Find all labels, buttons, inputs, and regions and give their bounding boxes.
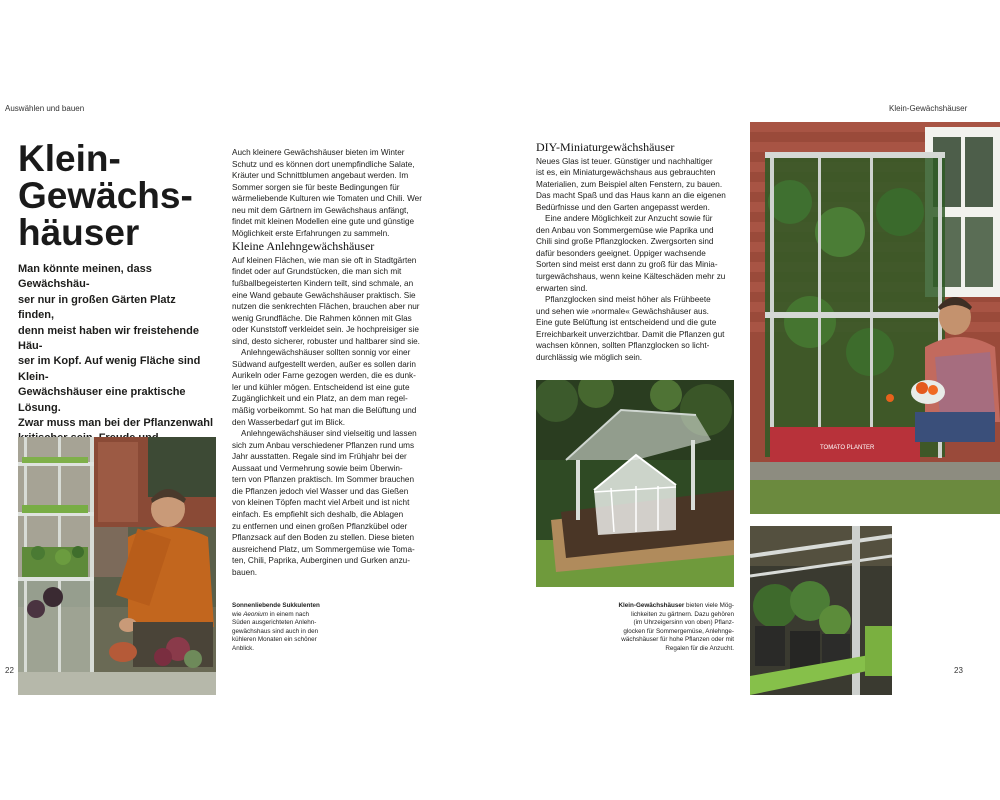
- text-line: findet mit kleinen Modellen eine gute und günstige: [232, 217, 415, 227]
- intro-line: Man könnte meinen, dass Gewächshäu-: [18, 263, 152, 291]
- paragraph: [232, 147, 430, 239]
- text-line: die Pflanzen jedoch viel Wasser und das Gießen: [232, 486, 409, 496]
- column-body-left: [232, 147, 430, 578]
- caption-line: lichkeiten zu gärtnern. Dazu gehören: [631, 610, 734, 618]
- intro-line: Zwar muss man bei der Pflanzenwahl: [18, 417, 213, 430]
- page-number-right: 23: [954, 666, 963, 675]
- caption-line: [600, 602, 734, 611]
- running-head-right: Klein-Gewächshäuser: [889, 104, 968, 113]
- text-line: dafür besonders geeignet. Üppiger wachsende: [536, 248, 706, 258]
- title-line: Gewächs-: [18, 175, 193, 216]
- paragraph: [232, 255, 430, 347]
- section-heading-lean-to: Kleine Anlehngewächshäuser: [232, 239, 375, 254]
- caption-text: in einem nach: [268, 610, 310, 618]
- text-line: eine Wand gebaute Gewächshäuser praktisch. Sie: [232, 290, 416, 300]
- text-line: ist es, ein Miniaturgewächshaus aus gebrauchten: [536, 168, 716, 178]
- caption-text: bieten viele Mög-: [684, 602, 734, 609]
- caption-line: (im Uhrzeigersinn von oben) Pflanz-: [633, 619, 734, 627]
- paragraph: [232, 347, 430, 428]
- text-line: nutzen die senkrechten Flächen, brauchen aber nur: [232, 302, 420, 312]
- text-line: und sehen wie »normale« Gewächshäuser aus.: [536, 306, 709, 316]
- text-line: Das macht Spaß und das Haus kann an die eigenen: [536, 191, 726, 201]
- page-number-left: 22: [5, 666, 14, 675]
- text-line: Pflanzsack auf den Boden zu stellen. Diese bieten: [232, 533, 415, 543]
- text-line: Anlehngewächshäuser sind vielseitig und lassen: [241, 429, 417, 439]
- text-line: zu entfernen und einen großen Pflanzkübel oder: [232, 521, 408, 531]
- caption-italic-term: Aeonium: [243, 610, 269, 618]
- text-line: durchlässig wie möglich sein.: [536, 352, 643, 362]
- text-line: ten, Chili, Paprika, Auberginen und Gurken anzu-: [232, 556, 410, 566]
- text-line: Südwand aufgestellt werden, außer es sollen darin: [232, 359, 416, 369]
- paragraph: [536, 156, 736, 214]
- intro-line: ser nur in großen Gärten Platz finden,: [18, 293, 176, 322]
- text-line: Eine andere Möglichkeit zur Anzucht sowie für: [545, 214, 713, 224]
- text-line: Sommer sorgen sie für beste Bedingungen für: [232, 182, 400, 192]
- text-line: tern von Pflanzen praktisch. Im Sommer brauchen: [232, 475, 415, 485]
- text-line: wenig Grundfläche. Die Rahmen können mit Glas: [232, 313, 412, 323]
- intro-line: ser im Kopf. Auf wenig Fläche sind Klein-: [18, 355, 201, 383]
- text-line: Kräuter und Schnittblumen angebaut werden. Im: [232, 171, 409, 181]
- text-line: erwarten sind.: [536, 283, 588, 293]
- text-line: Sorten sind meist erst dann zu groß für das Minia-: [536, 260, 718, 270]
- text-line: wachsen können, sollten Pflanzglocken so licht-: [536, 341, 710, 351]
- caption-text: wie: [232, 610, 244, 618]
- text-line: Jahr ausstatten. Regale sind im Frühjahr bei der: [232, 452, 407, 462]
- text-line: einfach. Es empfiehlt sich deshalb, die Ablagen: [232, 509, 404, 519]
- running-head-left: Auswählen und bauen: [5, 104, 85, 113]
- intro-line: denn meist haben wir freistehende Häu-: [18, 324, 199, 353]
- caption-bold: Klein-Gewächshäuser: [618, 602, 685, 609]
- text-line: findet oder auf Grundstücken, die man sich mit: [232, 267, 402, 277]
- caption-line: kühleren Monaten ein schöner: [232, 636, 317, 644]
- section-heading-diy: DIY-Miniaturgewächshäuser: [536, 140, 675, 154]
- planter-label: TOMATO PLANTER: [820, 445, 875, 451]
- caption-line: Regalen für die Anzucht.: [665, 644, 734, 652]
- text-line: Anlehngewächshäuser sollten sonnig vor einer: [241, 348, 411, 358]
- text-line: Aussaat und Vermehrung sowie beim Überwin-: [232, 463, 403, 473]
- text-line: sich zum Anbau verschiedener Pflanzen rund ums: [232, 440, 415, 450]
- text-line: Eine gute Belüftung ist entscheidend und die gute: [536, 318, 717, 328]
- text-line: Möglichkeit erste Erfahrungen zu sammeln.: [232, 228, 390, 238]
- text-line: von kleinen Töpfen macht viel Arbeit und ist nicht: [232, 498, 410, 508]
- text-line: fußballbegeisterten Kindern teilt, sind schmale, an: [232, 279, 414, 289]
- caption-bold: Sonnenliebende Sukkulenten: [232, 602, 320, 609]
- text-line: Chili sind große Pflanzglocken. Zwergsorten sind: [536, 237, 714, 247]
- text-line: Auch kleinere Gewächshäuser bieten im Winter: [232, 148, 405, 157]
- text-line: neu mit dem Gärtnern im Gewächshaus anfängt,: [232, 205, 409, 215]
- caption-line: gewächshaus sind auch in den: [232, 627, 319, 635]
- text-line: bauen.: [232, 567, 258, 577]
- paragraph: [232, 428, 430, 578]
- text-line: Erreichbarkeit unverzichtbar. Damit die Pflanzen gut: [536, 329, 725, 339]
- photo-cloches-raised-bed: [536, 380, 734, 587]
- text-line: ausreichend Platz, um Sommergemüse wie Toma-: [232, 544, 415, 554]
- photo-lean-to-greenhouse-succulents: [18, 437, 216, 695]
- text-line: den Anbau von Sommergemüse wie Paprika und: [536, 225, 714, 235]
- paragraph: [536, 294, 736, 363]
- paragraph: [536, 213, 736, 294]
- text-line: ler und kühler mögen. Entscheidend ist eine gute: [232, 382, 410, 392]
- title-line: Klein-: [18, 138, 121, 179]
- caption-succulents: [232, 602, 362, 654]
- photo-greenhouse-shelves: [750, 526, 892, 695]
- text-line: Schutz und es können dort unempfindliche Salate,: [232, 159, 415, 169]
- caption-line: glocken für Sommergemüse, Anlehnge-: [623, 627, 734, 635]
- caption-klein-gewaechshaeuser: [600, 602, 734, 654]
- text-line: Zugänglichkeit und ein Platz, an dem man regel-: [232, 394, 408, 404]
- page-title: [18, 140, 218, 251]
- text-line: turgewächshaus, wenn keine Kälteschäden mehr zu: [536, 272, 726, 282]
- caption-line: wächshäuser für hohe Pflanzen oder mit: [621, 636, 734, 644]
- text-line: sind, desto sicherer, robuster und haltbarer sind sie.: [232, 336, 420, 346]
- intro-line: Gewächshäuser eine praktische Lösung.: [18, 386, 186, 414]
- caption-line: Anblick.: [232, 644, 255, 652]
- text-line: Neues Glas ist teuer. Günstiger und nachhaltiger: [536, 156, 713, 166]
- text-line: Materialien, zum Beispiel alten Fenstern, zu bauen.: [536, 179, 723, 189]
- photo-lean-to-tomatoes: [750, 122, 1000, 514]
- text-line: den Wasserbedarf gut im Blick.: [232, 417, 346, 427]
- text-line: Aurikeln oder Farne gezogen werden, die es dunk-: [232, 371, 416, 381]
- text-line: Auf kleinen Flächen, wie man sie oft in Stadtgärten: [232, 255, 417, 265]
- text-line: wärmeliebende Kulturen wie Tomaten und Chili. Wer: [232, 194, 422, 204]
- caption-line: [232, 611, 362, 620]
- text-line: mäßig vorbeikommt. So hat man die Belüftung und: [232, 406, 417, 416]
- text-line: Pflanzglocken sind meist höher als Frühbeete: [545, 295, 711, 305]
- caption-line: Süden ausgerichteten Anlehn-: [232, 619, 317, 627]
- text-line: Bedürfnisse und den Garten angepasst werden.: [536, 202, 710, 212]
- title-line: häuser: [18, 212, 140, 253]
- text-line: oder Kunststoff verkleidet sein. Je hochpreisiger sie: [232, 325, 419, 335]
- column-body-right: [536, 142, 736, 363]
